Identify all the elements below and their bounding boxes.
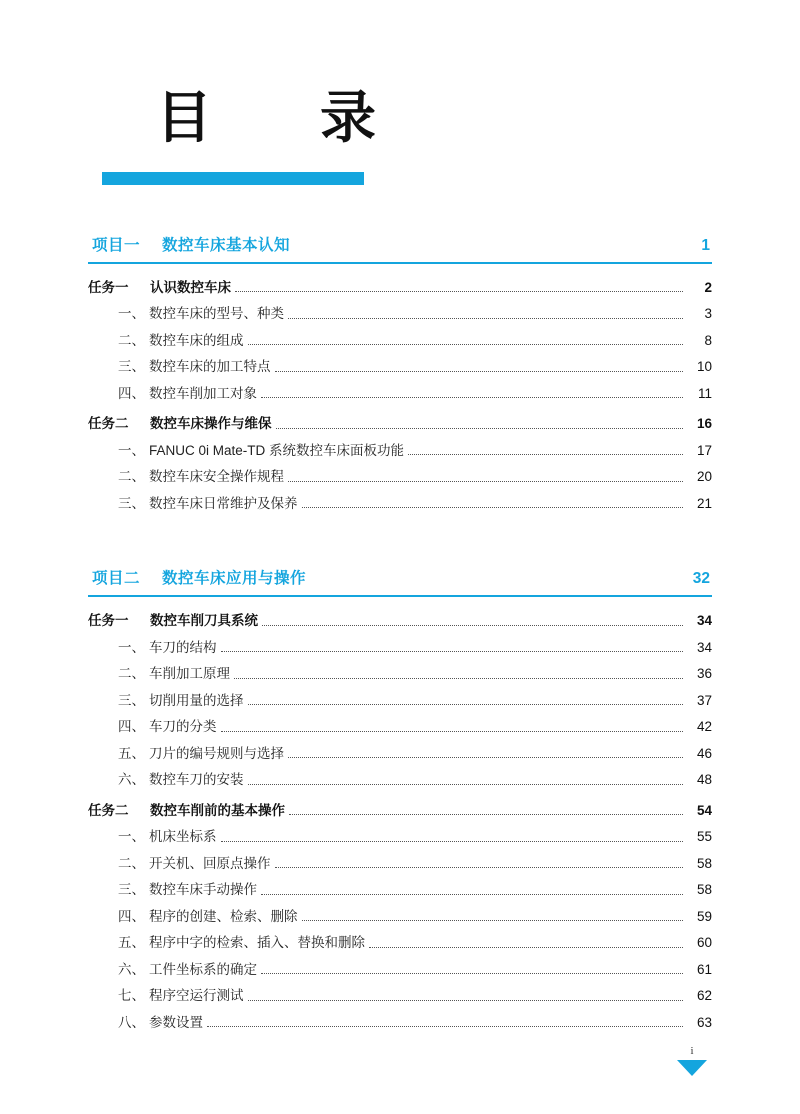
item-page-number: 63 xyxy=(696,1014,712,1030)
toc-section xyxy=(88,233,712,511)
item-number: 五、 xyxy=(118,745,145,761)
item-page-number: 59 xyxy=(696,908,712,924)
section-page-number: 1 xyxy=(701,236,710,254)
dot-leader xyxy=(248,343,684,345)
dot-leader xyxy=(235,290,683,292)
section-page-number: 32 xyxy=(692,570,710,588)
dot-leader xyxy=(248,999,684,1001)
item-page-number: 61 xyxy=(696,961,712,977)
item-page-number: 34 xyxy=(696,639,712,655)
toc-item-row[interactable] xyxy=(88,307,712,321)
toc-item-row[interactable] xyxy=(88,641,712,655)
item-title: 刀片的编号规则与选择 xyxy=(149,745,284,761)
item-title: 数控车床的型号、种类 xyxy=(149,306,284,322)
item-number: 一、 xyxy=(118,306,145,322)
section-title: 数控车床应用与操作 xyxy=(162,570,307,588)
section-title: 数控车床基本认知 xyxy=(162,236,291,254)
item-title: FANUC 0i Mate-TD 系统数控车床面板功能 xyxy=(149,442,405,458)
item-title: 程序中字的检索、插入、替换和删除 xyxy=(149,935,365,951)
item-page-number: 21 xyxy=(696,495,712,511)
item-title: 数控车床日常维护及保养 xyxy=(149,495,298,511)
toc-item-row[interactable] xyxy=(88,470,712,484)
section-header[interactable] xyxy=(88,233,712,264)
item-title: 数控车床的加工特点 xyxy=(149,359,271,375)
dot-leader xyxy=(221,650,684,652)
dot-leader xyxy=(261,893,683,895)
item-title: 机床坐标系 xyxy=(149,829,217,845)
task-number: 任务一 xyxy=(88,279,129,295)
toc-item-row[interactable] xyxy=(88,773,712,787)
item-page-number: 46 xyxy=(696,745,712,761)
task-page-number: 2 xyxy=(704,279,712,295)
item-page-number: 11 xyxy=(697,385,712,401)
dot-leader xyxy=(302,506,684,508)
item-number: 二、 xyxy=(118,855,145,871)
item-page-number: 8 xyxy=(704,332,712,348)
item-page-number: 20 xyxy=(696,469,712,485)
item-page-number: 42 xyxy=(696,719,712,735)
item-page-number: 48 xyxy=(696,772,712,788)
item-page-number: 10 xyxy=(696,359,712,375)
dot-leader xyxy=(276,427,684,429)
folio-number: i xyxy=(690,1045,694,1057)
toc-item-row[interactable] xyxy=(88,830,712,844)
item-title: 数控车床手动操作 xyxy=(149,882,257,898)
item-page-number: 17 xyxy=(696,442,712,458)
section-number: 项目一 xyxy=(92,236,141,254)
title-underline-rule xyxy=(102,172,364,185)
item-number: 二、 xyxy=(118,469,145,485)
item-number: 一、 xyxy=(118,829,145,845)
item-number: 一、 xyxy=(118,639,145,655)
toc-item-row[interactable] xyxy=(88,883,712,897)
item-number: 四、 xyxy=(118,719,145,735)
task-number: 任务二 xyxy=(88,416,129,432)
toc-item-row[interactable] xyxy=(88,387,712,401)
task-title: 数控车削前的基本操作 xyxy=(150,802,285,818)
page-title: 目 录 xyxy=(156,86,402,151)
page-footer xyxy=(672,1045,712,1076)
item-title: 数控车削加工对象 xyxy=(149,385,257,401)
item-page-number: 36 xyxy=(696,666,712,682)
item-number: 五、 xyxy=(118,935,145,951)
item-title: 车削加工原理 xyxy=(149,666,230,682)
toc-section xyxy=(88,566,712,1029)
item-title: 开关机、回原点操作 xyxy=(149,855,271,871)
section-number: 项目二 xyxy=(92,570,141,588)
toc-item-row[interactable] xyxy=(88,1016,712,1030)
dot-leader xyxy=(221,840,684,842)
item-number: 三、 xyxy=(118,882,145,898)
item-number: 四、 xyxy=(118,385,145,401)
dot-leader xyxy=(275,370,684,372)
dot-leader xyxy=(288,756,683,758)
item-number: 三、 xyxy=(118,495,145,511)
item-page-number: 3 xyxy=(704,306,712,322)
dot-leader xyxy=(369,946,683,948)
task-number: 任务二 xyxy=(88,802,129,818)
task-number: 任务一 xyxy=(88,613,129,629)
toc-item-row[interactable] xyxy=(88,857,712,871)
item-number: 八、 xyxy=(118,1014,145,1030)
dot-leader xyxy=(261,396,683,398)
item-number: 二、 xyxy=(118,666,145,682)
task-page-number: 34 xyxy=(696,613,712,629)
toc-item-row[interactable] xyxy=(88,963,712,977)
toc-item-row[interactable] xyxy=(88,497,712,511)
item-number: 一、 xyxy=(118,442,145,458)
toc-task-row[interactable] xyxy=(88,417,712,431)
item-title: 车刀的分类 xyxy=(149,719,217,735)
item-title: 切削用量的选择 xyxy=(149,692,244,708)
section-header[interactable] xyxy=(88,566,712,597)
item-title: 车刀的结构 xyxy=(149,639,217,655)
toc-item-row[interactable] xyxy=(88,360,712,374)
dot-leader xyxy=(288,480,683,482)
dot-leader xyxy=(302,919,684,921)
item-number: 三、 xyxy=(118,692,145,708)
triangle-marker-icon xyxy=(677,1060,707,1076)
item-page-number: 55 xyxy=(696,829,712,845)
toc-item-row[interactable] xyxy=(88,334,712,348)
dot-leader xyxy=(248,703,684,705)
toc-item-row[interactable] xyxy=(88,444,712,458)
dot-leader xyxy=(234,677,683,679)
dot-leader xyxy=(408,453,683,455)
item-title: 工件坐标系的确定 xyxy=(149,961,257,977)
item-title: 参数设置 xyxy=(149,1014,203,1030)
toc-item-row[interactable] xyxy=(88,720,712,734)
dot-leader xyxy=(289,813,683,815)
item-number: 二、 xyxy=(118,332,145,348)
item-page-number: 58 xyxy=(696,855,712,871)
toc-item-row[interactable] xyxy=(88,936,712,950)
task-title: 数控车床操作与维保 xyxy=(150,416,272,432)
dot-leader xyxy=(262,624,683,626)
item-title: 数控车床的组成 xyxy=(149,332,244,348)
item-title: 程序的创建、检索、删除 xyxy=(149,908,298,924)
task-title: 数控车削刀具系统 xyxy=(150,613,258,629)
item-page-number: 37 xyxy=(696,692,712,708)
task-title: 认识数控车床 xyxy=(150,279,231,295)
task-page-number: 16 xyxy=(696,416,712,432)
task-page-number: 54 xyxy=(696,802,712,818)
dot-leader xyxy=(275,866,684,868)
toc-item-row[interactable] xyxy=(88,667,712,681)
item-number: 四、 xyxy=(118,908,145,924)
dot-leader xyxy=(261,972,683,974)
item-number: 六、 xyxy=(118,772,145,788)
dot-leader xyxy=(207,1025,683,1027)
toc-item-row[interactable] xyxy=(88,694,712,708)
dot-leader xyxy=(221,730,684,732)
item-page-number: 58 xyxy=(696,882,712,898)
toc-task-row[interactable] xyxy=(88,614,712,628)
dot-leader xyxy=(248,783,684,785)
item-number: 三、 xyxy=(118,359,145,375)
toc-task-row[interactable] xyxy=(88,804,712,818)
item-page-number: 62 xyxy=(696,988,712,1004)
toc-item-row[interactable] xyxy=(88,989,712,1003)
item-number: 六、 xyxy=(118,961,145,977)
item-number: 七、 xyxy=(118,988,145,1004)
dot-leader xyxy=(288,317,683,319)
item-title: 数控车刀的安装 xyxy=(149,772,244,788)
item-title: 程序空运行测试 xyxy=(149,988,244,1004)
toc-item-row[interactable] xyxy=(88,910,712,924)
toc-item-row[interactable] xyxy=(88,747,712,761)
toc-task-row[interactable] xyxy=(88,281,712,295)
item-title: 数控车床安全操作规程 xyxy=(149,469,284,485)
item-page-number: 60 xyxy=(696,935,712,951)
